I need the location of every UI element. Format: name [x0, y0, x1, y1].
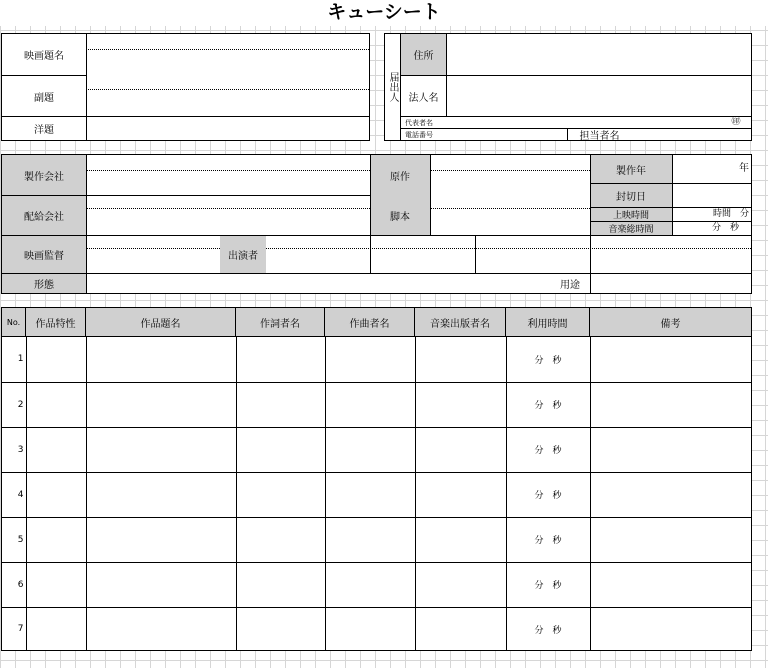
foreign-title-label: 洋題 [2, 116, 86, 140]
address-field[interactable] [446, 34, 751, 75]
feature-cell[interactable] [26, 607, 86, 651]
publisher-cell[interactable] [415, 607, 506, 651]
composer-cell[interactable] [325, 337, 415, 382]
title-box [1, 33, 370, 141]
director-field[interactable] [86, 235, 220, 249]
composer-cell[interactable] [325, 562, 415, 607]
phone-field[interactable] [461, 128, 567, 140]
usage-time-cell[interactable]: 分 秒 [506, 562, 590, 607]
lyricist-cell[interactable] [236, 517, 325, 562]
publisher-cell[interactable] [415, 337, 506, 382]
music-time-units: 分 秒 [672, 221, 751, 235]
work-title-cell[interactable] [86, 472, 236, 517]
movie-title-field[interactable] [86, 34, 369, 50]
cast-label: 出演者 [220, 235, 266, 273]
feature-cell[interactable] [26, 472, 86, 517]
corp-name-field[interactable] [446, 75, 751, 116]
work-title-cell[interactable] [86, 607, 236, 651]
person-label: 担当者名 [567, 128, 631, 140]
usage-label: 用途 [550, 273, 590, 293]
distribution-label: 配給会社 [2, 195, 86, 235]
remarks-cell[interactable] [590, 427, 751, 472]
row-no: 3 [2, 427, 26, 472]
publisher-cell[interactable] [415, 382, 506, 427]
feature-cell[interactable] [26, 382, 86, 427]
format-field[interactable] [86, 273, 550, 293]
release-field[interactable] [672, 183, 751, 207]
movie-title-label: 映画題名 [24, 51, 64, 62]
music-time-label: 音楽総時間 [590, 221, 672, 235]
production-info-box [1, 154, 752, 294]
header-work-title: 作品題名 [86, 308, 236, 336]
cue-table [1, 307, 752, 651]
applicant-side-label: 届出人 [387, 72, 398, 102]
corp-name-label: 法人名 [401, 75, 446, 116]
script-field[interactable] [430, 195, 590, 209]
usage-time-cell[interactable]: 分 秒 [506, 427, 590, 472]
subtitle-label: 副題 [2, 75, 86, 116]
usage-field[interactable] [590, 273, 751, 293]
row-no: 1 [2, 337, 26, 382]
header-feature: 作品特性 [26, 308, 86, 336]
feature-cell[interactable] [26, 337, 86, 382]
composer-cell[interactable] [325, 382, 415, 427]
person-field[interactable] [631, 128, 751, 140]
remarks-cell[interactable] [590, 337, 751, 382]
table-row [2, 607, 751, 651]
usage-time-cell[interactable]: 分 秒 [506, 607, 590, 651]
lyricist-cell[interactable] [236, 427, 325, 472]
original-label: 原作 [370, 155, 430, 195]
publisher-cell[interactable] [415, 427, 506, 472]
header-usage-time: 利用時間 [506, 308, 590, 336]
publisher-cell[interactable] [415, 517, 506, 562]
usage-time-cell[interactable]: 分 秒 [506, 517, 590, 562]
director-label: 映画監督 [2, 235, 86, 273]
feature-cell[interactable] [26, 562, 86, 607]
work-title-cell[interactable] [86, 337, 236, 382]
remarks-cell[interactable] [590, 517, 751, 562]
production-field[interactable] [86, 155, 370, 171]
production-label: 製作会社 [2, 155, 86, 195]
release-label: 封切日 [590, 183, 672, 207]
runtime-label: 上映時間 [590, 207, 672, 221]
composer-cell[interactable] [325, 427, 415, 472]
header-lyricist: 作詞者名 [236, 308, 325, 336]
rep-label: 代表者名 [401, 116, 461, 128]
row-no: 2 [2, 382, 26, 427]
script-label: 脚本 [370, 195, 430, 235]
table-row [2, 517, 751, 562]
usage-time-cell[interactable]: 分 秒 [506, 382, 590, 427]
table-row [2, 472, 751, 517]
table-row [2, 382, 751, 427]
year-unit: 年 [739, 163, 749, 174]
row-no: 5 [2, 517, 26, 562]
original-field[interactable] [430, 155, 590, 171]
lyricist-cell[interactable] [236, 382, 325, 427]
address-label: 住所 [401, 34, 446, 75]
composer-cell[interactable] [325, 607, 415, 651]
remarks-cell[interactable] [590, 472, 751, 517]
remarks-cell[interactable] [590, 607, 751, 651]
row-no: 6 [2, 562, 26, 607]
table-row [2, 427, 751, 472]
applicant-box [384, 33, 752, 141]
composer-cell[interactable] [325, 517, 415, 562]
header-composer: 作曲者名 [325, 308, 415, 336]
work-title-cell[interactable] [86, 562, 236, 607]
table-header [2, 308, 751, 337]
row-no: 7 [2, 607, 26, 651]
publisher-cell[interactable] [415, 562, 506, 607]
lyricist-cell[interactable] [236, 472, 325, 517]
work-title-cell[interactable] [86, 382, 236, 427]
runtime-units: 時間 分 [672, 207, 751, 221]
lyricist-cell[interactable] [236, 337, 325, 382]
seal-mark: ㊞ [731, 117, 741, 127]
lyricist-cell[interactable] [236, 562, 325, 607]
table-row [2, 562, 751, 607]
row-no: 4 [2, 472, 26, 517]
lyricist-cell[interactable] [236, 607, 325, 651]
usage-time-cell[interactable]: 分 秒 [506, 472, 590, 517]
feature-cell[interactable] [26, 427, 86, 472]
page-title: キューシート [0, 0, 768, 26]
phone-label: 電話番号 [401, 128, 461, 140]
feature-cell[interactable] [26, 517, 86, 562]
remarks-cell[interactable] [590, 382, 751, 427]
cast-field[interactable] [266, 235, 751, 249]
format-label: 形態 [2, 273, 86, 293]
remarks-cell[interactable] [590, 562, 751, 607]
table-row [2, 337, 751, 382]
header-publisher: 音楽出版者名 [415, 308, 506, 336]
header-remarks: 備考 [660, 318, 681, 330]
header-no: No. [2, 308, 26, 336]
subtitle-field[interactable] [86, 75, 369, 90]
composer-cell[interactable] [325, 472, 415, 517]
work-title-cell[interactable] [86, 427, 236, 472]
work-title-cell[interactable] [86, 517, 236, 562]
year-label: 製作年 [590, 155, 672, 183]
usage-time-cell[interactable]: 分 秒 [506, 337, 590, 382]
publisher-cell[interactable] [415, 472, 506, 517]
distribution-field[interactable] [86, 195, 370, 209]
